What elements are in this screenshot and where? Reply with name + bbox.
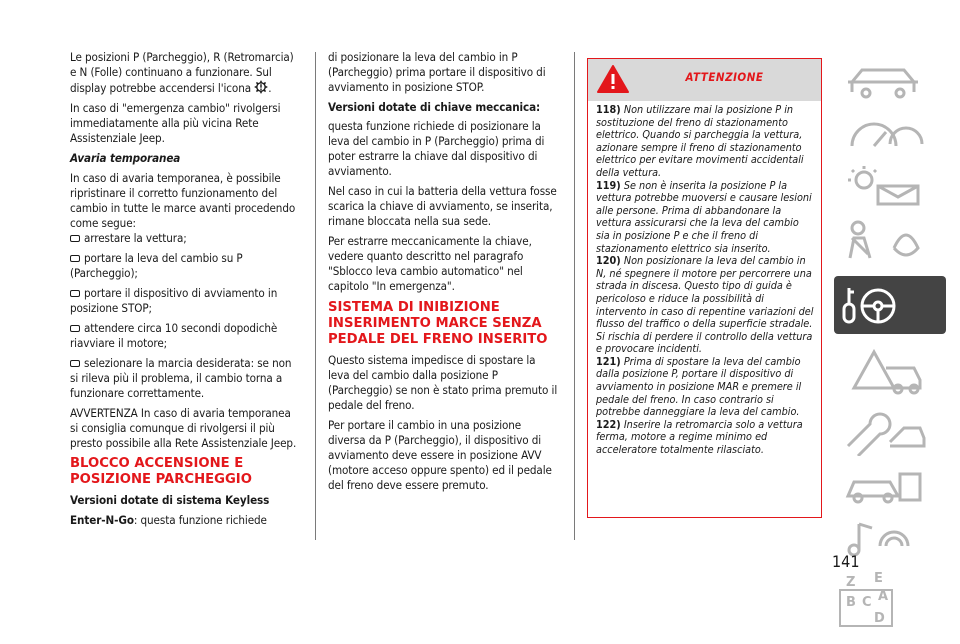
list-item: portare la leva del cambio su P (Parcheggio); bbox=[70, 251, 243, 280]
warning-item: 120) Non posizionare la leva del cambio in N, né spegnere il motore per percorrere una strada in discesa. Questo tipo di guida è pericoloso e riduce la possibilità di intervento in caso di repentine variazioni del flusso del traffico o della superficie stradale. Si rischia di perdere il controllo della vettura e provocare incidenti. bbox=[596, 254, 814, 356]
steps-list bbox=[70, 231, 302, 401]
paragraph: Per portare il cambio in una posizione diversa da P (Parcheggio), il dispositivo di avviamento deve essere in posizione AVV (motore acceso oppure spento) ed il pedale del freno deve essere premuto. bbox=[328, 418, 552, 492]
index-letter: Z bbox=[846, 575, 856, 590]
column-divider bbox=[574, 52, 575, 540]
paragraph: Enter-N-Go: questa funzione richiede bbox=[70, 513, 267, 527]
warning-body bbox=[588, 101, 821, 457]
car-info-icon bbox=[834, 60, 946, 102]
paragraph: In caso di "emergenza cambio" rivolgersi immediatamente alla più vicina Rete Assistenziale Jeep. bbox=[70, 101, 281, 145]
chapter-tab-emergency[interactable] bbox=[834, 344, 946, 396]
chapter-tab-lights[interactable] bbox=[834, 164, 946, 208]
index-letter: B bbox=[846, 595, 856, 610]
paragraph: di posizionare la leva del cambio in P (Parcheggio) prima portare il dispositivo di avviamento in posizione STOP. bbox=[328, 50, 546, 94]
paragraph: In caso di avaria temporanea, è possibile ripristinare il corretto funzionamento del cambio in tutte le marce avanti procedendo come segue: bbox=[70, 171, 296, 230]
bold-label: Versioni dotate di sistema Keyless bbox=[70, 493, 270, 507]
paragraph: Le posizioni P (Parcheggio), R (Retromarcia) e N (Folle) continuano a funzionare. Sul display potrebbe accendersi l'icona . bbox=[70, 50, 294, 95]
chapter-tab-starting-driving[interactable] bbox=[834, 276, 946, 334]
column-middle bbox=[328, 50, 558, 498]
bullet-icon bbox=[70, 360, 80, 367]
alphabet-index-icon bbox=[834, 570, 946, 632]
list-item: selezionare la marcia desiderata: se non si rileva più il problema, il cambio torna a funzionare correttamente. bbox=[70, 356, 292, 400]
warning-header bbox=[588, 59, 821, 101]
key-steering-icon bbox=[834, 276, 946, 334]
gear-warning-icon bbox=[254, 80, 268, 94]
wrench-icon bbox=[834, 406, 946, 456]
index-letter: A bbox=[878, 589, 889, 604]
bullet-icon bbox=[70, 235, 80, 242]
index-letter: E bbox=[874, 571, 883, 586]
warning-item: 119) Se non è inserita la posizione P la vettura potrebbe muoversi e causare lesioni alle persone. Prima di abbandonare la vettura assicurarsi che la leva del cambio sia in posizione P e che il freno di stazionamento elettrico sia inserito. bbox=[596, 178, 812, 255]
paragraph: Questo sistema impedisce di spostare la leva del cambio dalla posizione P (Parcheggio) se non è stato prima premuto il pedale del freno. bbox=[328, 353, 558, 412]
chapter-tab-seatbelt-airbag[interactable] bbox=[834, 218, 946, 266]
list-item: attendere circa 10 secondi dopodichè riavviare il motore; bbox=[70, 321, 278, 350]
section-heading: SISTEMA DI INIBIZIONE INSERIMENTO MARCE SENZA PEDALE DEL FRENO INSERITO bbox=[328, 300, 548, 347]
chapter-tab-car-info[interactable] bbox=[834, 60, 946, 102]
list-item: arrestare la vettura; bbox=[70, 231, 302, 246]
bullet-icon bbox=[70, 325, 80, 332]
warning-item: 121) Prima di spostare la leva del cambio dalla posizione P, portare il dispositivo di avviamento in posizione MAR e premere il pedale del freno. In caso contrario si potrebbe danneggiare la leva del cambio. bbox=[596, 354, 802, 419]
lights-icon bbox=[834, 164, 946, 208]
warning-item: 118) Non utilizzare mai la posizione P in sostituzione del freno di stazionamento elettrico. Quando si parcheggia la vettura, azionare sempre il freno di stazionamento elettrico per evitare movimenti accidentali della vettura. bbox=[596, 103, 804, 179]
chapter-tab-index[interactable] bbox=[834, 570, 946, 632]
chapter-tab-technical-data[interactable] bbox=[834, 466, 946, 506]
warning-box bbox=[587, 58, 822, 518]
dashboard-icon bbox=[834, 112, 946, 152]
sub-heading: Avaria temporanea bbox=[70, 151, 181, 165]
bullet-icon bbox=[70, 255, 80, 262]
bold-label: Versioni dotate di chiave meccanica: bbox=[328, 100, 541, 114]
column-left bbox=[70, 50, 302, 528]
list-item: portare il dispositivo di avviamento in posizione STOP; bbox=[70, 286, 278, 315]
page-number: 141 bbox=[832, 552, 860, 571]
index-letter: C bbox=[862, 595, 872, 610]
warning-triangle-icon bbox=[834, 344, 946, 396]
seatbelt-airbag-icon bbox=[834, 218, 946, 266]
warning-item: 122) Inserire la retromarcia solo a vettura ferma, motore a regime minimo ed acceleratore totalmente rilasciato. bbox=[596, 417, 803, 457]
warning-title: ATTENZIONE bbox=[685, 70, 764, 84]
paragraph: Per estrarre meccanicamente la chiave, vedere quanto descritto nel paragrafo "Sblocco leva cambio automatico" nel capitolo "In emergenza". bbox=[328, 234, 532, 293]
paragraph: Nel caso in cui la batteria della vettura fosse scarica la chiave di avviamento, se inserita, rimane bloccata nella sua sede. bbox=[328, 184, 557, 228]
car-spec-icon bbox=[834, 466, 946, 506]
section-heading: BLOCCO ACCENSIONE E POSIZIONE PARCHEGGIO bbox=[70, 456, 252, 487]
chapter-tab-maintenance[interactable] bbox=[834, 406, 946, 456]
paragraph: questa funzione richiede di posizionare la leva del cambio in P (Parcheggio) prima di poter estrarre la chiave dal dispositivo di avviamento. bbox=[328, 119, 545, 178]
chapter-tab-dashboard[interactable] bbox=[834, 112, 946, 152]
column-divider bbox=[315, 52, 316, 540]
note-paragraph: AVVERTENZA In caso di avaria temporanea si consiglia comunque di rivolgersi il più presto possibile alla Rete Assistenziale Jeep. bbox=[70, 406, 297, 450]
index-letter: D bbox=[874, 611, 885, 626]
bullet-icon bbox=[70, 290, 80, 297]
